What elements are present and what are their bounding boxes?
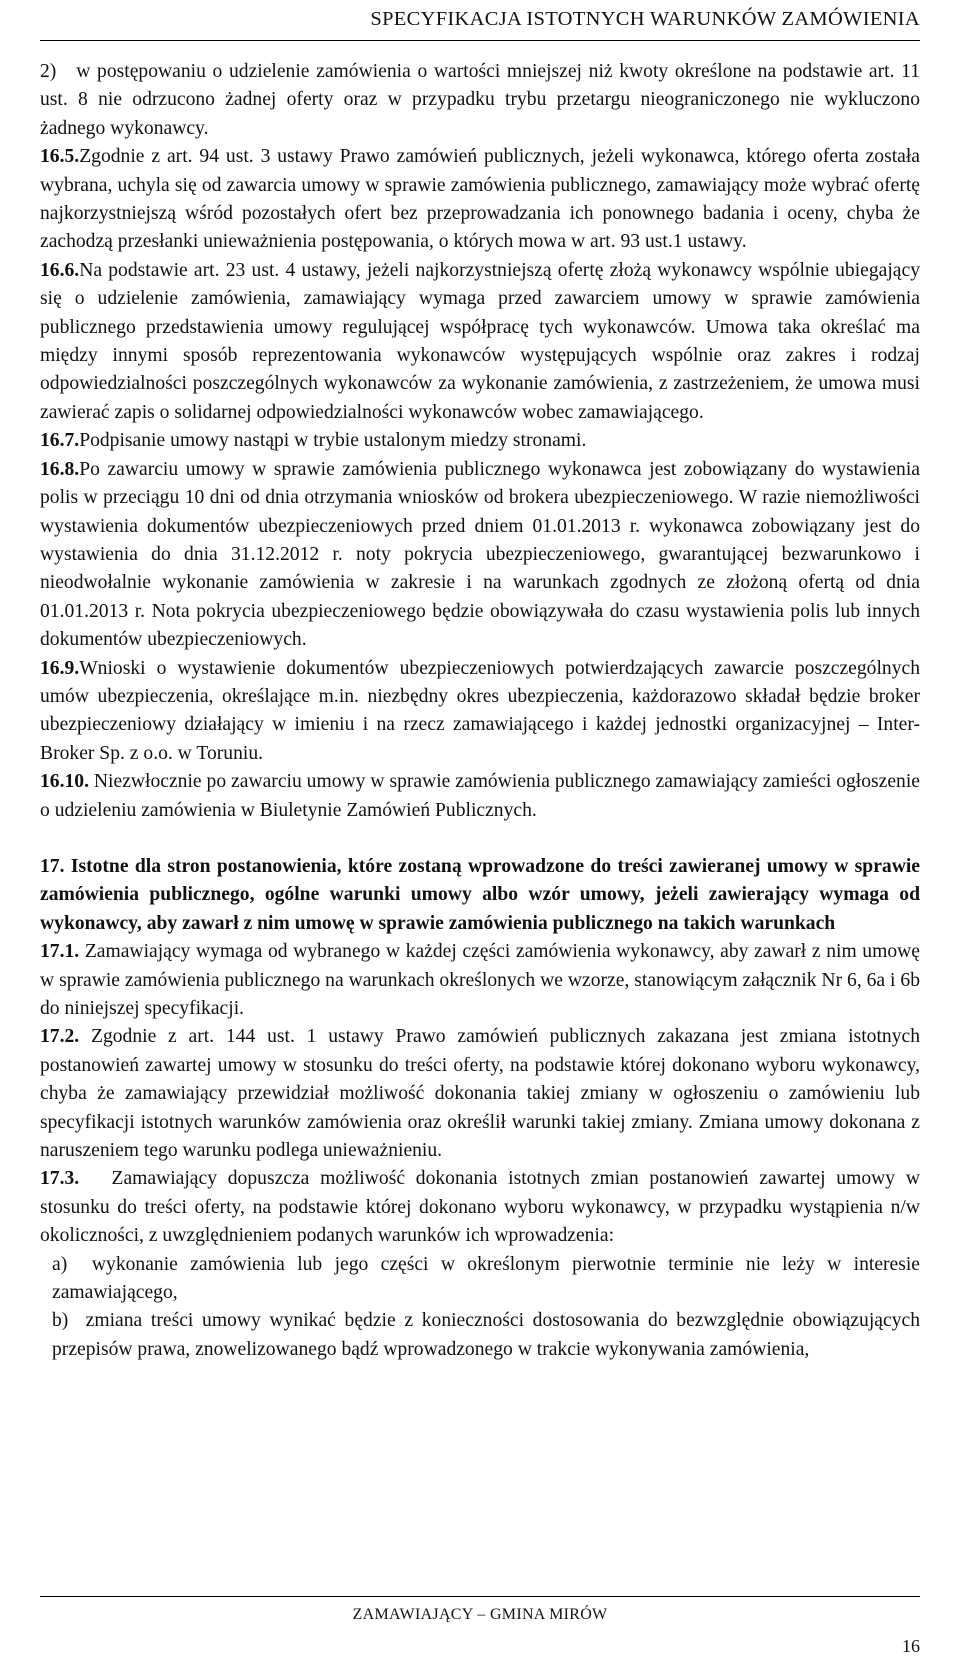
- section-text: Zgodnie z art. 94 ust. 3 ustawy Prawo zamówień publicznych, jeżeli wykonawca, którego oferta została wybrana, uchyla się od zawarcia umowy w sprawie zamówienia publicznego, zamawiający może wybrać ofertę najkorzystniejszą wśród pozostałych ofert bez przeprowadzania ich ponownego badania i oceny, chyba że zachodzą przesłanki unieważnienia postępowania, o których mowa w art. 93 ust.1 ustawy.: [40, 146, 920, 253]
- section-text: Po zawarciu umowy w sprawie zamówienia publicznego wykonawca jest zobowiązany do wystawienia polis w przeciągu 10 dni od dnia otrzymania wniosków od brokera ubezpieczeniowego. W razie niemożliwości wystawienia dokumentów ubezpieczeniowych przed dniem 01.01.2013 r. wykonawca zobowiązany jest do wystawienia do dnia 31.12.2012 r. noty pokrycia ubezpieczeniowego, gwarantującej bezwarunkowo i nieodwołalnie wykonanie zamówienia w zakresie i na warunkach zgodnych ze złożoną ofertą od dnia 01.01.2013 r. Nota pokrycia ubezpieczeniowego będzie obowiązywała do czasu wystawienia polis lub innych dokumentów ubezpieczeniowych.: [40, 458, 920, 651]
- section-text: Zamawiający wymaga od wybranego w każdej części zamówienia wykonawcy, aby zawarł z nim umowę w sprawie zamówienia publicznego na warunkach określonych we wzorze, stanowiącym załącznik Nr 6, 6a i 6b do niniejszej specyfikacji.: [40, 941, 920, 1019]
- section-17-1: [40, 938, 920, 1023]
- section-17-3: [40, 1165, 920, 1250]
- section-number: 16.9.: [40, 657, 80, 679]
- section-number: 16.8.: [40, 458, 80, 480]
- section-number: 16.6.: [40, 259, 80, 281]
- section-text: Wnioski o wystawienie dokumentów ubezpieczeniowych potwierdzających zawarcie poszczególnych umów ubezpieczenia, określające m.in. niezbędny okres ubezpieczenia, każdorazowo składał będzie broker ubezpieczeniowy działający w imieniu i na rzecz zamawiającego i każdej jednostki organizacyjnej – Inter-Broker Sp. z o.o. w Toruniu.: [40, 657, 920, 764]
- section-number: 17.3.: [40, 1168, 80, 1190]
- list-item-a: a) wykonanie zamówienia lub jego części w określonym pierwotnie terminie nie leży w interesie zamawiającego,: [52, 1253, 920, 1304]
- section-number: 17.2.: [40, 1026, 80, 1048]
- section-16-8: [40, 456, 920, 655]
- section-17-heading: 17. Istotne dla stron postanowienia, które zostaną wprowadzone do treści zawieranej umowy w sprawie zamówienia publicznego, ogólne warunki umowy albo wzór umowy, jeżeli zawierający wymaga od wykonawcy, aby zawarł z nim umowę w sprawie zamówienia publicznego na takich warunkach: [40, 855, 920, 934]
- section-text: Podpisanie umowy nastąpi w trybie ustalonym miedzy stronami.: [79, 430, 587, 452]
- section-text: Zgodnie z art. 144 ust. 1 ustawy Prawo zamówień publicznych zakazana jest zmiana istotnych postanowień zawartej umowy w stosunku do treści oferty, na podstawie której dokonano wyboru wykonawcy, chyba że zamawiający przewidział możliwość dokonania takiej zmiany w ogłoszeniu o zamówieniu lub specyfikacji istotnych warunków zamówienia oraz określił warunki takiej zmiany. Zmiana umowy dokonana z naruszeniem tego warunku podlega unieważnieniu.: [40, 1026, 920, 1162]
- footer-divider: [40, 1596, 920, 1597]
- section-16-6: [40, 257, 920, 427]
- section-17-2: [40, 1023, 920, 1165]
- section-text: Zamawiający dopuszcza możliwość dokonania istotnych zmian postanowień zawartej umowy w stosunku do treści oferty, na podstawie której dokonano wyboru wykonawcy, w przypadku wystąpienia n/w okoliczności, z uwzględnieniem podanych warunków ich wprowadzenia:: [40, 1168, 920, 1247]
- section-text: Na podstawie art. 23 ust. 4 ustawy, jeżeli najkorzystniejszą ofertę złożą wykonawcy wspólnie ubiegający się o udzielenie zamówienia, zamawiający wymaga przed zawarciem umowy w sprawie zamówienia publicznego przedstawienia umowy regulującej współpracę tych wykonawców. Umowa taka określać ma między innymi sposób reprezentowania wykonawców występujących wspólnie oraz zakres i rodzaj odpowiedzialności poszczególnych wykonawców za wykonanie zamówienia, z zastrzeżeniem, że umowa musi zawierać zapis o solidarnej odpowiedzialności wykonawców wobec zamawiającego.: [40, 259, 920, 423]
- section-number: 17.1.: [40, 941, 80, 963]
- page-number: 16: [902, 1636, 920, 1656]
- section-16-5: [40, 143, 920, 257]
- section-16-9: [40, 655, 920, 769]
- section-text: Niezwłocznie po zawarciu umowy w sprawie zamówienia publicznego zamawiający zamieści ogłoszenie o udzieleniu zamówienia w Biuletynie Zamówień Publicznych.: [40, 771, 920, 821]
- page-header: SPECYFIKACJA ISTOTNYCH WARUNKÓW ZAMÓWIENIA: [370, 8, 920, 30]
- section-number: 16.10.: [40, 771, 89, 793]
- page-footer: ZAMAWIAJĄCY – GMINA MIRÓW: [352, 1606, 608, 1623]
- section-number: 16.7.: [40, 430, 80, 452]
- list-item-b: b) zmiana treści umowy wynikać będzie z konieczności dostosowania do bezwzględnie obowiązujących przepisów prawa, znowelizowanego bądź wprowadzonego w trakcie wykonywania zamówienia,: [52, 1310, 920, 1360]
- section-number: 16.5.: [40, 146, 80, 168]
- section-16-7: [40, 427, 920, 455]
- section-16-10: [40, 768, 920, 825]
- list-item-2: 2) w postępowaniu o udzielenie zamówienia o wartości mniejszej niż kwoty określone na podstawie art. 11 ust. 8 nie odrzucono żadnej oferty oraz w przypadku trybu przetargu nieograniczonego nie wykluczono żadnego wykonawcy.: [40, 61, 920, 139]
- header-divider: [40, 40, 920, 41]
- document-body: [40, 58, 920, 1364]
